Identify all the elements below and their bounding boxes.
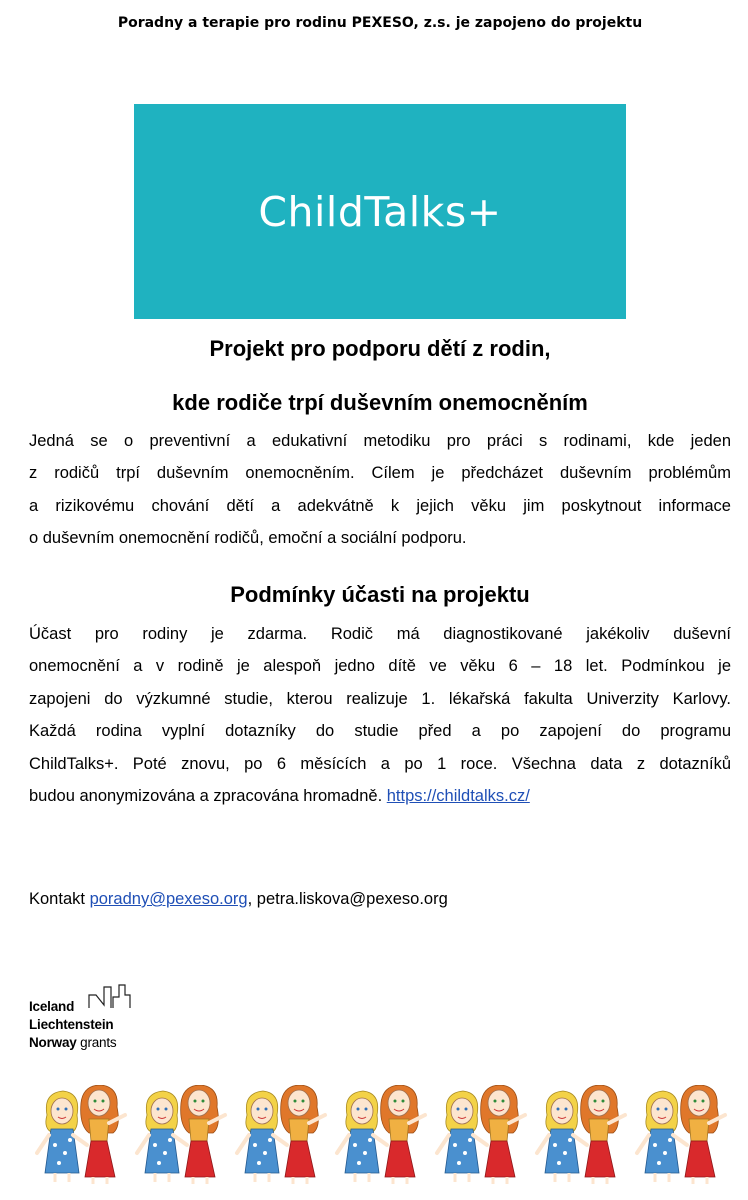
intro-line: Jedná se o preventivní a edukativní metodiku pro práci s rodinami, kde jeden [29, 432, 731, 450]
intro-paragraph [29, 425, 731, 555]
eea-grants-logo [29, 983, 139, 1053]
intro-line: a rizikovému chování dětí a adekvátně k jejich věku jim poskytnout informace [29, 496, 731, 515]
conditions-line: Účast pro rodiny je zdarma. Rodič má diagnostikované jakékoliv duševní [29, 625, 731, 643]
logo-liechtenstein: Liechtenstein [29, 1017, 114, 1032]
email-petra: petra.liskova@pexeso.org [256, 890, 448, 908]
children-pair [237, 1085, 325, 1184]
logo-norway: Norway [29, 1035, 77, 1050]
childtalks-banner [134, 104, 626, 319]
intro-line: o duševním onemocnění rodičů, emoční a sociální podporu. [29, 529, 467, 548]
childtalks-link[interactable]: https://childtalks.cz/ [386, 786, 530, 805]
email-link-poradny[interactable]: poradny@pexeso.org [89, 890, 248, 908]
logo-grants: grants [80, 1035, 117, 1050]
title-line-1: Projekt pro podporu dětí z rodin, [209, 336, 551, 361]
conditions-line: zapojeni do výzkumné studie, kterou realizuje 1. lékařská fakulta Univerzity Karlovy. [29, 689, 731, 708]
conditions-line: ChildTalks+. Poté znovu, po 6 měsících a po 1 roce. Všechna data z dotazníků [29, 754, 731, 773]
title-line-2: kde rodiče trpí duševním onemocněním [172, 390, 588, 415]
children-illustration [35, 1085, 735, 1185]
logo-iceland: Iceland [29, 999, 75, 1014]
contact-separator: , [247, 890, 253, 908]
conditions-last-text: budou anonymizována a zpracována hromadně. [29, 786, 383, 805]
children-pair [537, 1085, 625, 1184]
logo-mark-icon [87, 983, 131, 1009]
contact-line [29, 890, 448, 909]
conditions-paragraph [29, 618, 731, 812]
children-pair [137, 1085, 225, 1184]
page-header: Poradny a terapie pro rodinu PEXESO, z.s. je zapojeno do projektu [117, 15, 643, 31]
conditions-title: Podmínky účasti na projektu [230, 582, 530, 607]
children-pair [37, 1085, 125, 1184]
conditions-line: Každá rodina vyplní dotazníky do studie před a po zapojení do programu [29, 722, 731, 741]
intro-line: z rodičů trpí duševním onemocněním. Cílem je předcházet duševním problémům [29, 464, 731, 483]
children-pair [337, 1085, 425, 1184]
contact-label: Kontakt [29, 890, 85, 908]
children-pair [637, 1085, 725, 1184]
conditions-line-last [29, 780, 731, 812]
conditions-line: onemocnění a v rodině je alespoň jedno dítě ve věku 6 – 18 let. Podmínkou je [29, 657, 731, 676]
children-pair [437, 1085, 525, 1184]
banner-title: ChildTalks+ [258, 187, 502, 236]
logo-norway-line [29, 1035, 116, 1051]
